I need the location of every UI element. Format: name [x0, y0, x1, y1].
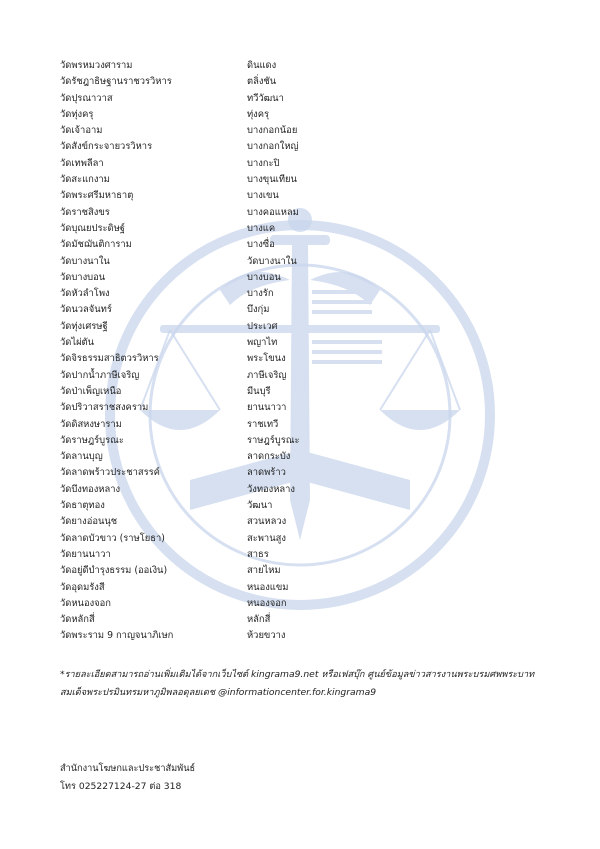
district-name: บางบอน [247, 271, 281, 283]
temple-name: วัดหลักสี่ [60, 614, 95, 626]
list-row [60, 482, 540, 498]
list-row [60, 58, 540, 74]
temple-name: วัดบางบอน [60, 271, 106, 283]
list-row [60, 335, 540, 351]
temple-name: วัดพระศรีมหาธาตุ [60, 190, 134, 202]
temple-name: วัดหนองจอก [60, 597, 111, 609]
list-row [60, 172, 540, 188]
list-row [60, 465, 540, 481]
district-name: บางเขน [247, 190, 279, 202]
temple-name: วัดทุ่งครุ [60, 108, 94, 120]
district-name: สาธร [247, 548, 269, 560]
list-row [60, 319, 540, 335]
district-name: สวนหลวง [247, 516, 287, 528]
district-name: ภาษีเจริญ [247, 369, 287, 381]
list-row [60, 351, 540, 367]
footer [60, 760, 195, 796]
district-name: บางแค [247, 222, 276, 234]
temple-name: วัดราษฎร์บูรณะ [60, 434, 124, 446]
district-name: วัดบางนาใน [247, 255, 297, 267]
temple-name: วัดป่าเพ็ญเหนือ [60, 385, 122, 397]
temple-name: วัดสังข์กระจายวรวิหาร [60, 141, 153, 153]
list-row [60, 156, 540, 172]
list-row [60, 384, 540, 400]
temple-name: วัดลาดพร้าวประชาสรรค์ [60, 467, 160, 479]
temple-name: วัดไผ่ตัน [60, 337, 95, 349]
list-row [60, 270, 540, 286]
district-name: บางขุนเทียน [247, 174, 297, 186]
temple-name: วัดยานนาวา [60, 548, 111, 560]
temple-name: วัดปริวาสราชสงคราม [60, 402, 149, 414]
list-row [60, 302, 540, 318]
district-name: บางซื่อ [247, 239, 275, 251]
temple-name: วัดรัชฎาธิษฐานราชวรวิหาร [60, 76, 172, 88]
district-name: ตลิ่งชัน [247, 76, 277, 88]
list-row [60, 221, 540, 237]
list-row [60, 580, 540, 596]
district-name: บางคอแหลม [247, 206, 299, 218]
temple-name: วัดธาตุทอง [60, 500, 105, 512]
district-name: ราษฎร์บูรณะ [247, 434, 300, 446]
list-row [60, 205, 540, 221]
temple-name: วัดนวลจันทร์ [60, 304, 112, 316]
list-row [60, 123, 540, 139]
district-name: พระโขนง [247, 353, 286, 365]
temple-name: วัดดิสหงษาราม [60, 418, 122, 430]
list-row [60, 91, 540, 107]
list-row [60, 237, 540, 253]
temple-name: วัดราชสิงขร [60, 206, 110, 218]
temple-name: วัดบางนาใน [60, 255, 110, 267]
district-name: ทวีวัฒนา [247, 92, 284, 104]
district-name: ห้วยขวาง [247, 630, 286, 642]
temple-name: วัดพรหมวงศาราม [60, 60, 133, 71]
list-row [60, 531, 540, 547]
list-row [60, 547, 540, 563]
temple-name: วัดอยู่ดีบำรุงธรรม (ออเงิน) [60, 565, 168, 577]
list-row [60, 612, 540, 628]
temple-name: วัดทุ่งเศรษฐี [60, 320, 108, 332]
district-name: ทุ่งครุ [247, 108, 270, 120]
list-row [60, 368, 540, 384]
district-name: สะพานสูง [247, 532, 286, 544]
list-row [60, 254, 540, 270]
temple-name: วัดอุดมรังสี [60, 581, 105, 593]
district-name: วังทองหลาง [247, 483, 295, 495]
list-row [60, 400, 540, 416]
list-row [60, 74, 540, 90]
district-name: ลาดกระบัง [247, 451, 291, 463]
district-name: สายไหม [247, 565, 281, 577]
district-name: วัฒนา [247, 500, 273, 512]
temple-name: วัดยางอ่อนนุช [60, 516, 118, 528]
district-name: ประเวศ [247, 320, 278, 332]
temple-name: วัดจิรธรรมสาธิตวรวิหาร [60, 353, 159, 365]
district-name: ลาดพร้าว [247, 467, 286, 479]
temple-name: วัดปากน้ำภาษีเจริญ [60, 369, 140, 381]
temple-name: วัดลาดบัวขาว (ราษโยธา) [60, 532, 165, 544]
district-name: บางกอกใหญ่ [247, 141, 299, 153]
list-row [60, 449, 540, 465]
list-row [60, 498, 540, 514]
temple-name: วัดพระราม 9 กาญจนาภิเษก [60, 630, 174, 642]
district-name: หลักสี่ [247, 614, 271, 626]
district-name: ดินแดง [247, 60, 277, 71]
district-name: บางรัก [247, 288, 274, 300]
temple-name: วัดมัชฌันติการาม [60, 239, 132, 251]
list-row [60, 188, 540, 204]
temple-name: วัดลานบุญ [60, 451, 103, 463]
list-row [60, 563, 540, 579]
temple-name: วัดเทพลีลา [60, 157, 104, 169]
district-name: ราชเทวี [247, 418, 279, 430]
temple-name: วัดบุณยประดิษฐ์ [60, 222, 125, 234]
list-row [60, 107, 540, 123]
district-name: บึงกุ่ม [247, 304, 270, 316]
district-name: บางกะปิ [247, 157, 280, 169]
district-name: บางกอกน้อย [247, 125, 298, 137]
temple-name: วัดปุรณาวาส [60, 92, 113, 104]
list-row [60, 596, 540, 612]
district-name: พญาไท [247, 337, 278, 349]
office-name: สำนักงานโฆษกและประชาสัมพันธ์ [60, 763, 196, 774]
district-name: หนองแขม [247, 581, 289, 593]
temple-name: วัดหัวลำโพง [60, 288, 110, 300]
temple-district-list [60, 58, 540, 645]
temple-name: วัดบึงทองหลาง [60, 483, 121, 495]
district-name: ยานนาวา [247, 402, 287, 414]
list-row [60, 514, 540, 530]
temple-name: วัดสะแกงาม [60, 174, 110, 186]
list-row [60, 286, 540, 302]
list-row [60, 433, 540, 449]
temple-name: วัดเจ้าอาม [60, 125, 103, 137]
list-row [60, 628, 540, 644]
district-name: หนองจอก [247, 597, 287, 609]
list-row [60, 139, 540, 155]
website-note: *รายละเอียดสามารถอ่านเพิ่มเติมได้จากเว็บไซต์ kingrama9.net หรือเฟสบุ๊ก ศูนย์ข้อมูลข่าวสารงานพระบรมศพพระบาทสมเด็จพระปรมินทรมหาภูมิพลอดุลยเดช @informationcenter.for.kingrama9 [60, 669, 535, 698]
list-row [60, 417, 540, 433]
district-name: มีนบุรี [247, 385, 271, 397]
phone-number: โทร 025227124-27 ต่อ 318 [60, 781, 182, 792]
